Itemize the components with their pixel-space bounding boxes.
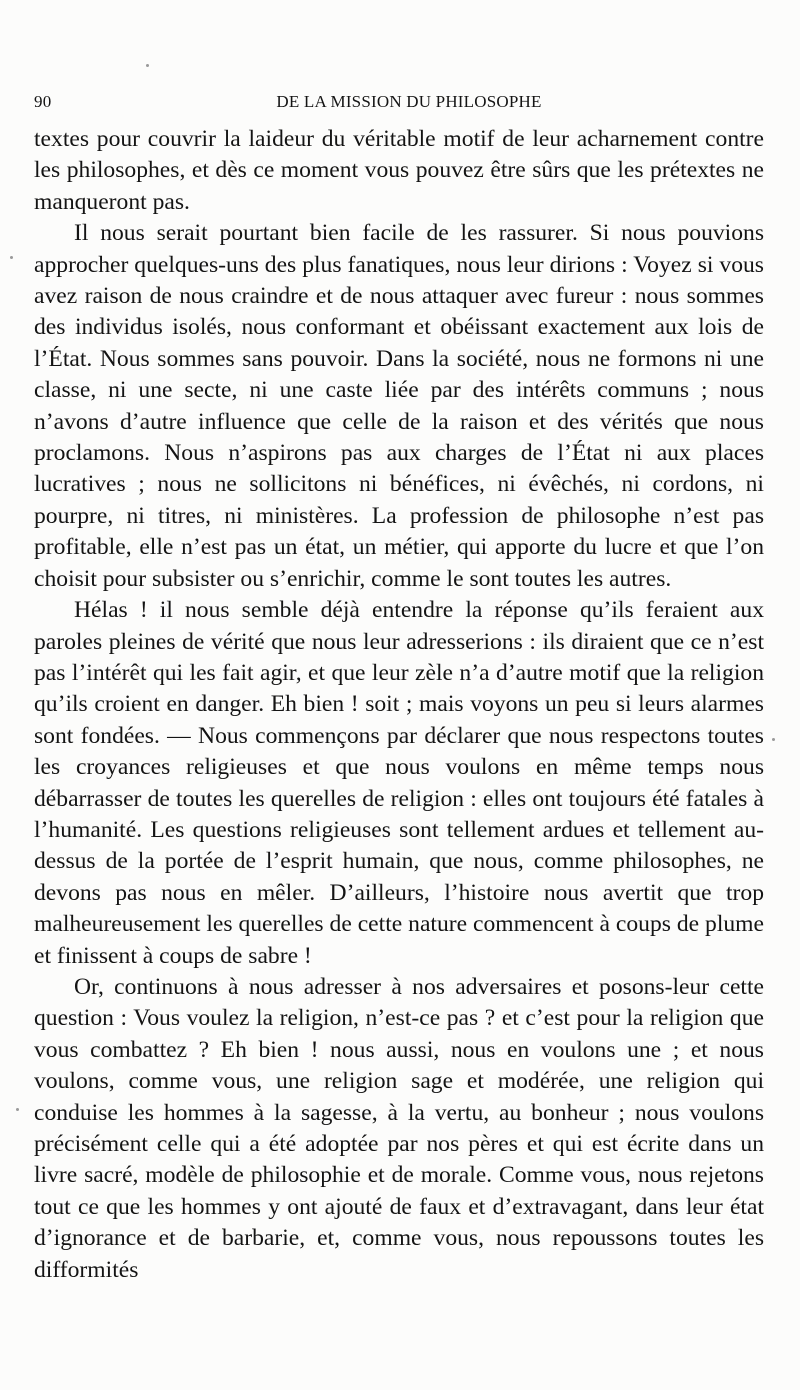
paragraph: Or, continuons à nous adresser à nos adversaires et posons-leur cette question : Vous voulez la religion, n’est-ce pas ? et c’est pour la religion que vous combattez ? Eh bien ! nous aussi, nous en voulons une ; et nous voulons, comme vous, une religion sage et modérée, une religion qui conduise les hommes à la sagesse, à la vertu, au bonheur ; nous voulons précisément celle qui a été adoptée par nos pères et qui est écrite dans un livre sacré, modèle de philosophie et de morale. Comme vous, nous rejetons tout ce que les hommes y ont ajouté de faux et d’extravagant, dans leur état d’ignorance et de barbarie, et, comme vous, nous repoussons toutes les difformités [34, 973, 764, 1283]
running-title: DE LA MISSION DU PHILOSOPHE [276, 92, 542, 111]
paragraph: Il nous serait pourtant bien facile de les rassurer. Si nous pouvions approcher quelques-uns des plus fanatiques, nous leur dirions : Voyez si vous avez raison de nous craindre et de nous attaquer avec fureur : nous sommes des individus isolés, nous conformant et obéissant exactement aux lois de l’État. Nous sommes sans pouvoir. Dans la société, nous ne formons ni une classe, ni une secte, ni une caste liée par des intérêts communs ; nous n’avons d’autre influence que celle de la raison et des vérités que nous proclamons. Nous n’aspirons pas aux charges de l’État ni aux places lucratives ; nous ne sollicitons ni bénéfices, ni évêchés, ni cordons, ni pourpre, ni titres, ni ministères. La profession de philosophe n’est pas profitable, elle n’est pas un état, un métier, qui apporte du lucre et que l’on choisit pour subsister ou s’enrichir, comme le sont toutes les autres. [34, 220, 764, 592]
running-head [34, 92, 764, 118]
page-number: 90 [34, 92, 52, 111]
paper-speck [146, 64, 149, 67]
paragraph: textes pour couvrir la laideur du véritable motif de leur acharnement contre les philosophes, et dès ce moment vous pouvez être sûrs que les prétextes ne manqueront pas. [34, 126, 764, 215]
body-text [34, 124, 764, 1286]
paper-speck [10, 256, 13, 259]
paragraph: Hélas ! il nous semble déjà entendre la réponse qu’ils feraient aux paroles pleines de vérité que nous leur adresserions : ils diraient que ce n’est pas l’intérêt qui les fait agir, et que leur zèle n’a d’autre motif que la religion qu’ils croient en danger. Eh bien ! soit ; mais voyons un peu si leurs alarmes sont fondées. — Nous commençons par déclarer que nous respectons toutes les croyances religieuses et que nous voulons en même temps nous débarrasser de toutes les querelles de religion : elles ont toujours été fatales à l’humanité. Les questions religieuses sont tellement ardues et tellement au-dessus de la portée de l’esprit humain, que nous, comme philosophes, ne devons pas nous en mêler. D’ailleurs, l’histoire nous avertit que trop malheureusement les querelles de cette nature commencent à coups de plume et finissent à coups de sabre ! [34, 597, 764, 969]
paper-speck [16, 1108, 19, 1111]
paper-speck [772, 738, 775, 741]
